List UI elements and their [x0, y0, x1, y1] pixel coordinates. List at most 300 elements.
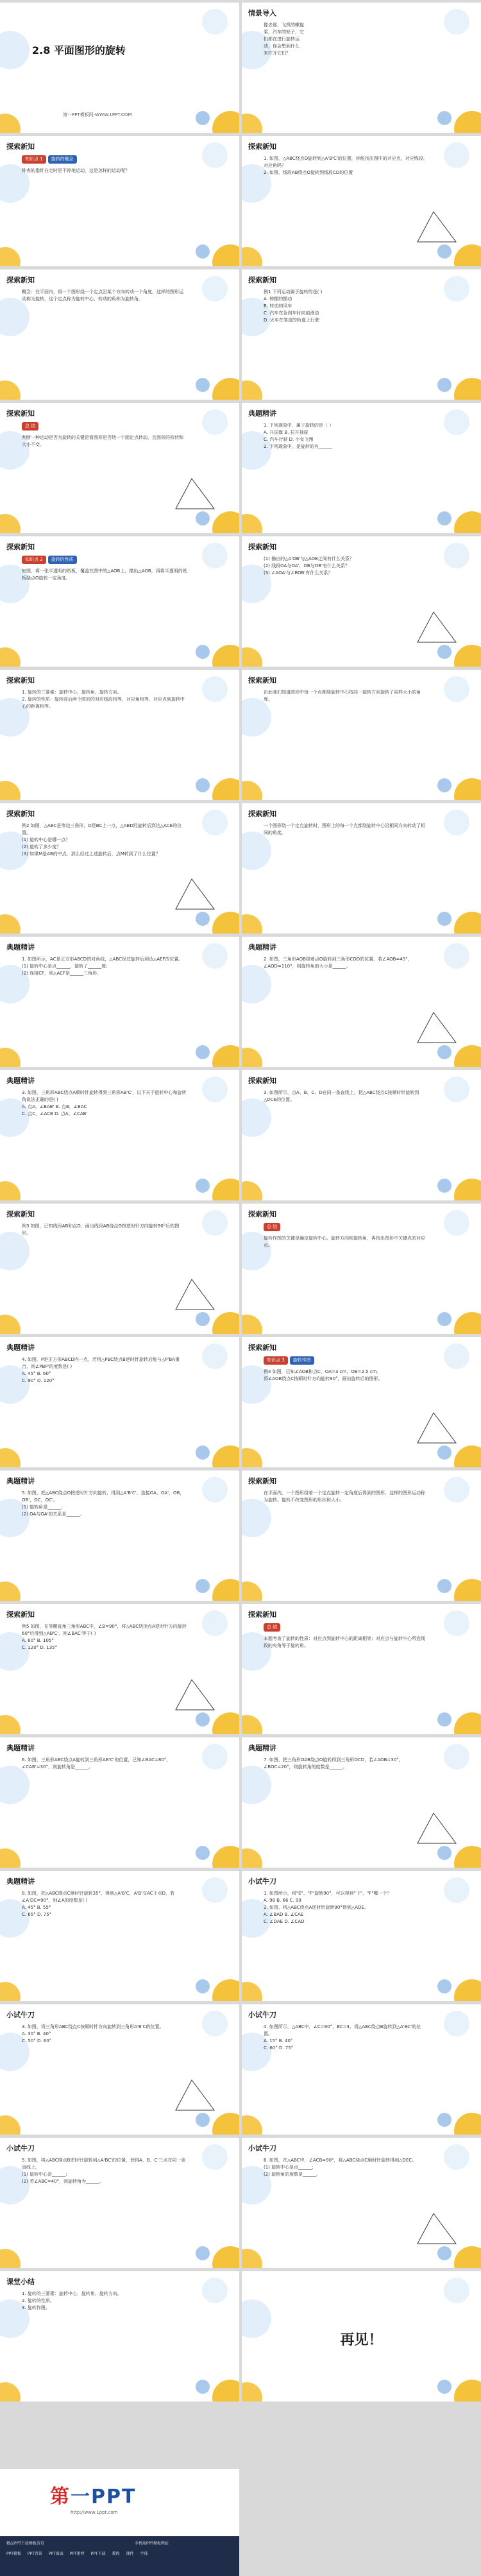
- decorative-circle: [0, 2382, 21, 2401]
- decorative-circle: [242, 647, 262, 667]
- slide-thumbnail[interactable]: [242, 2271, 481, 2401]
- slide-title: 探索新知: [6, 1610, 35, 1619]
- decorative-circle: [202, 9, 228, 35]
- slide-body: [22, 155, 187, 175]
- text-line: 6. 如图，在△ABC中，∠ACB=90°，将△ABC绕点C顺时针旋转得到△DEC。: [264, 2158, 417, 2163]
- decorative-circle: [444, 810, 469, 835]
- slide-title: 探索新知: [248, 810, 276, 818]
- slide-title: 探索新知: [6, 409, 35, 418]
- text-line: A. ∠BAD B. ∠CAE: [264, 1912, 304, 1917]
- slide-thumbnail[interactable]: [0, 1604, 239, 1734]
- site-logo[interactable]: [50, 2480, 136, 2509]
- text-line: (1) 旋转中心是哪一点？: [22, 837, 71, 842]
- topic-tag: 旋转作图: [290, 1356, 314, 1365]
- slide-title: 典题精讲: [248, 409, 276, 418]
- triangle-shape: [418, 212, 456, 242]
- triangle-shape: [176, 879, 214, 909]
- slide-thumbnail[interactable]: [242, 2138, 481, 2268]
- slide-body: [22, 2290, 187, 2312]
- tag-row: [22, 422, 187, 431]
- decorative-circle: [242, 965, 271, 1003]
- decorative-circle: [242, 1098, 271, 1137]
- decorative-circle: [444, 2144, 469, 2170]
- slide-thumbnail[interactable]: [242, 403, 481, 533]
- triangle-shape: [418, 1813, 456, 1843]
- decorative-circle: [437, 1846, 451, 1860]
- slide-title: 探索新知: [248, 543, 276, 551]
- slide-body: [22, 1089, 187, 1118]
- text-line: 2. 旋转的性质：旋转前后两个图形的对应线段相等，对应角相等，对应点到旋转中心的距离相等。: [22, 697, 185, 709]
- decorative-circle: [196, 1045, 210, 1059]
- decorative-circle: [242, 2382, 262, 2401]
- text-line: 1. 下列现象中，属于旋转的是（ ）: [264, 423, 334, 428]
- decorative-circle: [196, 912, 210, 926]
- decorative-circle: [196, 244, 210, 259]
- decorative-circle: [242, 1499, 271, 1537]
- slide-body: [22, 2157, 187, 2185]
- text-line: D. 火车在笔直的轨道上行驶: [264, 318, 319, 323]
- slide-title: 探索新知: [248, 1210, 276, 1218]
- slide-title: 小试牛刀: [248, 1877, 276, 1886]
- slide-title: 典题精讲: [6, 1744, 35, 1752]
- slide-body: [264, 956, 429, 970]
- slide-title: 探索新知: [6, 543, 35, 551]
- text-line: (3) ∠AOA'与∠BOB'有什么关系？: [264, 570, 333, 576]
- decorative-circle: [242, 1315, 262, 1334]
- decorative-circle: [202, 1477, 228, 1503]
- decorative-circle: [242, 1715, 262, 1734]
- text-line: (1) 旋转中心是点______；: [264, 2165, 317, 2170]
- text-line: C. 65° D. 75°: [22, 1912, 52, 1917]
- text-line: A. 98 B. 66 C. 99: [264, 1898, 301, 1903]
- slide-body: [22, 289, 187, 303]
- decorative-circle: [437, 1179, 451, 1193]
- slide-title: 探索新知: [248, 276, 276, 284]
- decorative-circle: [437, 2113, 451, 2127]
- text-line: (1) 旋转中心是______；: [22, 2172, 71, 2177]
- decorative-circle: [202, 1077, 228, 1102]
- text-line: 由此我们知道图形中每一个点都绕旋转中心按同一旋转方向旋转了同样大小的角度。: [264, 690, 421, 702]
- decorative-circle: [437, 111, 451, 125]
- knowledge-tag: 知识点 2: [22, 556, 46, 564]
- slide-thumbnail[interactable]: [242, 3, 481, 133]
- tag-row: [22, 556, 187, 564]
- slide-thumbnail[interactable]: [0, 803, 239, 934]
- slide-thumbnail[interactable]: [242, 136, 481, 266]
- triangle-shape: [176, 479, 214, 509]
- text-line: 8. 如图，把△ABC绕点C顺时针旋转35°，得到△A'B'C，A'B'交AC于点D，若∠A'DC=90°，则∠A的度数是( ): [22, 1891, 175, 1903]
- text-line: (2) 旋转了多少度？: [22, 844, 62, 849]
- decorative-circle: [454, 511, 481, 533]
- slide-thumbnail[interactable]: [242, 937, 481, 1067]
- text-line: 4. 如图所示，△ABC中，∠C=90°，BC=4，将△ABC绕点B旋转到△A'BC'的位置。: [264, 2024, 421, 2036]
- slide-thumbnail[interactable]: [0, 1871, 239, 2001]
- slide-thumbnail[interactable]: [242, 1070, 481, 1200]
- slide-title: 典题精讲: [6, 1343, 35, 1352]
- decorative-circle: [202, 2011, 228, 2036]
- slide-title: 课堂小结: [6, 2278, 35, 2286]
- footer-link[interactable]: PPT图表: [48, 2552, 63, 2556]
- text-line: C. 汽车在急刹车时向前滑动: [264, 311, 319, 316]
- geometry-figure: [414, 1007, 459, 1046]
- slide-title: 探索新知: [6, 276, 35, 284]
- text-line: 来拧开它们？: [264, 51, 291, 56]
- decorative-circle: [0, 2115, 21, 2135]
- text-line: 本题考查了旋转的性质：对应点到旋转中心的距离相等；对应点与旋转中心所连线段的夹角等于旋转角。: [264, 1636, 425, 1648]
- decorative-circle: [242, 114, 262, 133]
- slide-thumbnail[interactable]: [0, 1337, 239, 1467]
- slide-thumbnail[interactable]: [0, 670, 239, 800]
- footer-link[interactable]: 字体: [140, 2552, 148, 2556]
- slide-body: [22, 1223, 187, 1237]
- text-line: C. 汽车行驶 D. 小女飞翔: [264, 437, 314, 442]
- text-line: (1) 旋转中心是点______，旋转了______度；: [22, 964, 111, 969]
- slide-title: 探索新知: [248, 1610, 276, 1619]
- slide-body: [264, 1890, 429, 1925]
- slide-thumbnail[interactable]: [242, 1337, 481, 1467]
- decorative-circle: [444, 1343, 469, 1369]
- slide-title: 典题精讲: [6, 943, 35, 951]
- tag-row: [22, 155, 187, 164]
- decorative-circle: [454, 1446, 481, 1467]
- text-line: 3. 旋转作图。: [22, 2305, 50, 2310]
- decorative-circle: [202, 276, 228, 302]
- decorative-circle: [0, 247, 21, 266]
- text-line: 动，你会想到什么: [264, 44, 300, 49]
- text-line: 1. 如图所示，AC是正方形ABCD的对角线，△ABC经过旋转后到达△AEF的位置。: [22, 957, 183, 962]
- slide-thumbnail[interactable]: [242, 1604, 481, 1734]
- slide-thumbnail[interactable]: [242, 670, 481, 800]
- text-line: (2) OA与OA'的关系是______。: [22, 1512, 85, 1517]
- slide-title: 小试牛刀: [248, 2011, 276, 2019]
- knowledge-tag: 总 结: [264, 1623, 280, 1632]
- text-line: 在平面内，一个图形绕着一个定点旋转一定角度后得到的图形，这样的图形运动称为旋转。旋转不改变图形的形状和大小。: [264, 1490, 425, 1503]
- decorative-circle: [0, 1181, 21, 1200]
- decorative-circle: [242, 832, 271, 870]
- decorative-circle: [0, 914, 21, 934]
- text-line: A. 60° B. 105°: [22, 1638, 54, 1643]
- decorative-circle: [196, 1579, 210, 1593]
- text-line: C. 120° D. 135°: [22, 1645, 58, 1650]
- text-line: 桨，汽车的轮子，它: [264, 30, 304, 35]
- text-line: (1) 旋转角是______；: [22, 1505, 66, 1510]
- decorative-circle: [437, 912, 451, 926]
- slide-body: [22, 1490, 187, 1518]
- decorative-circle: [196, 1846, 210, 1860]
- geometry-figure: [173, 1675, 217, 1713]
- decorative-circle: [0, 1582, 21, 1601]
- slide-thumbnail[interactable]: [242, 1871, 481, 2001]
- slide-thumbnail[interactable]: [0, 937, 239, 1067]
- slide-thumbnail[interactable]: [0, 1070, 239, 1200]
- decorative-circle: [212, 1179, 239, 1200]
- decorative-circle: [202, 1744, 228, 1770]
- triangle-shape: [176, 1279, 214, 1309]
- slide-body: [22, 956, 187, 977]
- slide-thumbnail[interactable]: [0, 3, 239, 133]
- tag-row: [264, 1223, 429, 1231]
- tag-row: [264, 1356, 429, 1365]
- decorative-circle: [196, 1712, 210, 1727]
- knowledge-tag: 总 结: [264, 1223, 280, 1231]
- decorative-circle: [454, 1979, 481, 2001]
- decorative-circle: [196, 2380, 210, 2394]
- slide-thumbnail[interactable]: [242, 269, 481, 400]
- decorative-circle: [444, 9, 469, 35]
- text-line: 概念：在平面内，将一个图形绕一个定点沿某个方向转动一个角度，这样的图形运动称为旋转，这个定点称为旋转中心，转动的角称为旋转角。: [22, 289, 183, 302]
- decorative-circle: [444, 276, 469, 302]
- decorative-circle: [444, 1077, 469, 1102]
- text-line: 1. 如图所示，将"E"、"F"旋转90°，可以得到"下"、"F"哪一个？: [264, 1891, 392, 1896]
- text-line: 5. 如图，将△ABC绕点B逆时针旋转到△A'BC'的位置，使得A、B、C'三点在同一条直线上。: [22, 2158, 186, 2170]
- text-line: A. 45° B. 55°: [22, 1905, 51, 1910]
- slide-title: 探索新知: [6, 676, 35, 685]
- slide-body: [22, 556, 187, 582]
- slide-body: [264, 689, 429, 703]
- slide-thumbnail[interactable]: [242, 1737, 481, 1868]
- decorative-circle: [437, 1979, 451, 1993]
- slide-thumbnail[interactable]: [0, 136, 239, 266]
- knowledge-tag: 知识点 1: [22, 155, 46, 164]
- text-line: 2. 如图，线段AB绕点O旋转到线段CD的位置: [264, 170, 353, 175]
- text-line: 2. 旋转的性质。: [22, 2298, 55, 2303]
- footer-left-title: 精品PPT下载模板首页: [6, 2541, 44, 2546]
- slide-thumbnail[interactable]: [242, 536, 481, 667]
- decorative-circle: [444, 142, 469, 168]
- footer-link[interactable]: PPT素材: [69, 2552, 85, 2556]
- topic-tag: 旋转的性质: [48, 556, 77, 564]
- decorative-circle: [242, 781, 262, 800]
- text-line: A. 30° B. 40°: [22, 2031, 51, 2036]
- slide-body: [22, 422, 187, 448]
- slide-thumbnail[interactable]: [0, 1737, 239, 1868]
- slide-body: [264, 422, 429, 450]
- decorative-circle: [212, 111, 239, 133]
- text-line: C. 90° D. 120°: [22, 1378, 55, 1383]
- slide-thumbnail[interactable]: [242, 803, 481, 934]
- decorative-circle: [0, 114, 21, 133]
- decorative-circle: [0, 1766, 30, 1804]
- decorative-circle: [454, 1179, 481, 1200]
- slide-body: [264, 556, 429, 577]
- decorative-circle: [202, 142, 228, 168]
- decorative-circle: [202, 409, 228, 435]
- triangle-shape: [176, 1680, 214, 1710]
- decorative-circle: [202, 810, 228, 835]
- slide-body: [264, 22, 429, 57]
- footer-link[interactable]: PPT背景: [27, 2552, 42, 2556]
- geometry-figure: [414, 607, 459, 645]
- decorative-circle: [196, 378, 210, 392]
- decorative-circle: [0, 31, 30, 69]
- text-line: 6. 如图，三角形ABC绕点A旋转到三角形AB'C'的位置，已知∠BAC=80°，∠CAB'=30°，则旋转角是______。: [22, 1757, 171, 1770]
- slide-title: 小试牛刀: [6, 2144, 35, 2153]
- decorative-circle: [242, 247, 262, 266]
- decorative-circle: [444, 1744, 469, 1770]
- text-line: 5. 如图，把△ABC绕点O按逆时针方向旋转，得到△A'B'C'，连接OA，OA'，OB，OB'，OC，OC'。: [22, 1490, 185, 1503]
- logo-mark: 第: [50, 2486, 71, 2508]
- decorative-circle: [242, 1766, 271, 1804]
- decorative-circle: [454, 1579, 481, 1601]
- text-line: C. ∠DAE D. ∠CAD: [264, 1919, 305, 1924]
- decorative-circle: [437, 645, 451, 659]
- decorative-circle: [196, 1446, 210, 1460]
- geometry-figure: [414, 1408, 459, 1446]
- decorative-circle: [454, 1312, 481, 1334]
- text-line: A. 钟摆的摆动: [264, 296, 292, 302]
- decorative-circle: [202, 676, 228, 702]
- slide-title: 小试牛刀: [6, 2011, 35, 2019]
- decorative-circle: [196, 1179, 210, 1193]
- text-line: (1) 描出的△A'OB'与△AOB之间有什么关系？: [264, 556, 354, 561]
- text-line: 1. 旋转的三要素：旋转中心，旋转角，旋转方向。: [22, 2291, 122, 2296]
- decorative-circle: [0, 1848, 21, 1868]
- slide-thumbnail[interactable]: [0, 403, 239, 533]
- text-line: 像去那，飞机的螺旋: [264, 22, 304, 28]
- decorative-circle: [196, 111, 210, 125]
- decorative-circle: [437, 244, 451, 259]
- decorative-circle: [196, 511, 210, 525]
- decorative-circle: [454, 2246, 481, 2268]
- slide-body: [22, 689, 187, 710]
- text-line: 2. 如图，三角形AOB绕着点O旋转到三角形COD的位置，若∠AOB=45°，∠AOD=110°，则旋转角的大小是______。: [264, 957, 412, 969]
- slide-body: [264, 1223, 429, 1249]
- decorative-circle: [437, 1045, 451, 1059]
- slide-body: [264, 1089, 429, 1104]
- triangle-shape: [418, 1012, 456, 1043]
- slide-body: [22, 823, 187, 858]
- slide-body: [22, 2024, 187, 2045]
- text-line: C. 60° D. 75°: [264, 2045, 294, 2051]
- decorative-circle: [196, 1979, 210, 1993]
- geometry-figure: [173, 2075, 217, 2113]
- slide-title: 探索新知: [248, 1077, 276, 1085]
- slide-thumbnail[interactable]: [0, 2271, 239, 2401]
- decorative-circle: [454, 111, 481, 133]
- decorative-circle: [0, 1315, 21, 1334]
- decorative-circle: [444, 543, 469, 568]
- slide-thumbnail[interactable]: [242, 1471, 481, 1601]
- decorative-circle: [0, 2249, 21, 2268]
- decorative-circle: [454, 1846, 481, 1868]
- decorative-circle: [454, 645, 481, 667]
- decorative-circle: [212, 645, 239, 667]
- footer-link[interactable]: PPT模板: [6, 2552, 21, 2556]
- decorative-circle: [437, 511, 451, 525]
- slide-thumbnail[interactable]: [0, 1471, 239, 1601]
- text-line: B. 转动的风车: [264, 303, 292, 309]
- slide-title: 探索新知: [6, 142, 35, 151]
- text-line: C. 50° D. 60°: [22, 2038, 52, 2043]
- slide-body: [264, 823, 429, 837]
- text-line: 3. 如图所示，点A、B、C、D在同一条直线上，把△ABC绕点C按顺时针旋转到△DCE的位置。: [264, 1090, 419, 1102]
- decorative-circle: [444, 409, 469, 435]
- text-line: 例3 如图，已知线段AB和点O，画出线段AB绕点O按逆时针方向旋转90°后的图形。: [22, 1224, 180, 1236]
- slide-body: [264, 2024, 429, 2052]
- decorative-circle: [0, 514, 21, 533]
- decorative-circle: [212, 244, 239, 266]
- geometry-figure: [173, 1274, 217, 1313]
- slide-thumbnail[interactable]: [0, 1204, 239, 1334]
- slide-title: 探索新知: [248, 1343, 276, 1352]
- slide-title: 探索新知: [248, 142, 276, 151]
- decorative-circle: [212, 1312, 239, 1334]
- slide-title: 典题精讲: [6, 1477, 35, 1485]
- slide-title: 情景导入: [248, 9, 276, 17]
- decorative-circle: [437, 1579, 451, 1593]
- logo-url[interactable]: http://www.1ppt.com: [71, 2510, 118, 2515]
- footer-right-title: 手机端PPT模板网站: [135, 2541, 169, 2546]
- topic-tag: 旋转的概念: [48, 155, 77, 164]
- decorative-circle: [0, 1982, 21, 2001]
- text-line: (2) 连接CF，则△ACF是______三角形。: [22, 971, 102, 976]
- decorative-circle: [212, 1846, 239, 1868]
- decorative-circle: [242, 1582, 262, 1601]
- decorative-circle: [454, 1045, 481, 1067]
- decorative-circle: [202, 543, 228, 568]
- text-line: 例4 如图，已知∠AOB和点C，OA=3 cm，OB=2.5 cm。: [264, 1369, 382, 1374]
- decorative-circle: [437, 2246, 451, 2260]
- decorative-circle: [242, 1448, 262, 1467]
- footer-links: [6, 2551, 224, 2557]
- decorative-circle: [212, 912, 239, 934]
- decorative-circle: [454, 244, 481, 266]
- slide-thumbnail[interactable]: [0, 269, 239, 400]
- decorative-circle: [454, 378, 481, 400]
- decorative-circle: [242, 1982, 262, 2001]
- geometry-figure: [414, 1808, 459, 1847]
- slide-thumbnail[interactable]: [0, 2004, 239, 2135]
- decorative-circle: [212, 1979, 239, 2001]
- slide-thumbnail[interactable]: [0, 536, 239, 667]
- slide-thumbnail[interactable]: [0, 2138, 239, 2268]
- text-line: 3. 如图，三角形ABC绕点A顺时针旋转得到三角形AB'C'，以下关于旋转中心和旋转角说法正确的是( ): [22, 1090, 187, 1102]
- text-line: 1. 旋转的三要素：旋转中心，旋转角，旋转方向。: [22, 690, 122, 695]
- empty-slot: [242, 2469, 481, 2576]
- text-line: 3. 如图，将三角形ABC绕点C按顺时针方向旋转到三角形A'B'C的位置。: [22, 2024, 164, 2029]
- decorative-circle: [212, 511, 239, 533]
- decorative-circle: [212, 1712, 239, 1734]
- decorative-circle: [196, 2113, 210, 2127]
- slide-title: 典题精讲: [248, 943, 276, 951]
- decorative-circle: [202, 1877, 228, 1903]
- decorative-circle: [212, 1579, 239, 1601]
- footer-link[interactable]: PPT下载: [90, 2552, 106, 2556]
- decorative-circle: [212, 378, 239, 400]
- slide-body: [264, 289, 429, 324]
- footer-link[interactable]: 课件: [126, 2552, 134, 2556]
- decorative-circle: [444, 1877, 469, 1903]
- decorative-circle: [196, 1312, 210, 1326]
- text-line: 7. 如图，把三角形OAB绕点O旋转得到三角形OCD，若∠AOB=30°，∠BOC=20°，则旋转角的度数是______。: [264, 1757, 403, 1770]
- decorative-circle: [454, 2380, 481, 2401]
- slide-thumbnail[interactable]: [242, 2004, 481, 2135]
- tag-row: [264, 1623, 429, 1632]
- slide-body: [22, 1623, 187, 1651]
- decorative-circle: [242, 1848, 262, 1868]
- decorative-circle: [212, 2380, 239, 2401]
- decorative-circle: [212, 778, 239, 800]
- decorative-circle: [437, 378, 451, 392]
- slide-body: [264, 1623, 429, 1650]
- slide-thumbnail[interactable]: [242, 1204, 481, 1334]
- text-line: C. 点C，∠ACB D. 点A，∠CAB': [22, 1111, 88, 1116]
- footer-link[interactable]: 教程: [112, 2552, 120, 2556]
- geometry-figure: [173, 473, 217, 512]
- text-line: (2) 线段OA与OA'，OB与OB'有什么关系？: [264, 563, 350, 568]
- text-line: 2. 如图，将△ABC绕点A逆时针旋转90°得到△ADE。: [264, 1905, 369, 1910]
- decorative-circle: [437, 778, 451, 792]
